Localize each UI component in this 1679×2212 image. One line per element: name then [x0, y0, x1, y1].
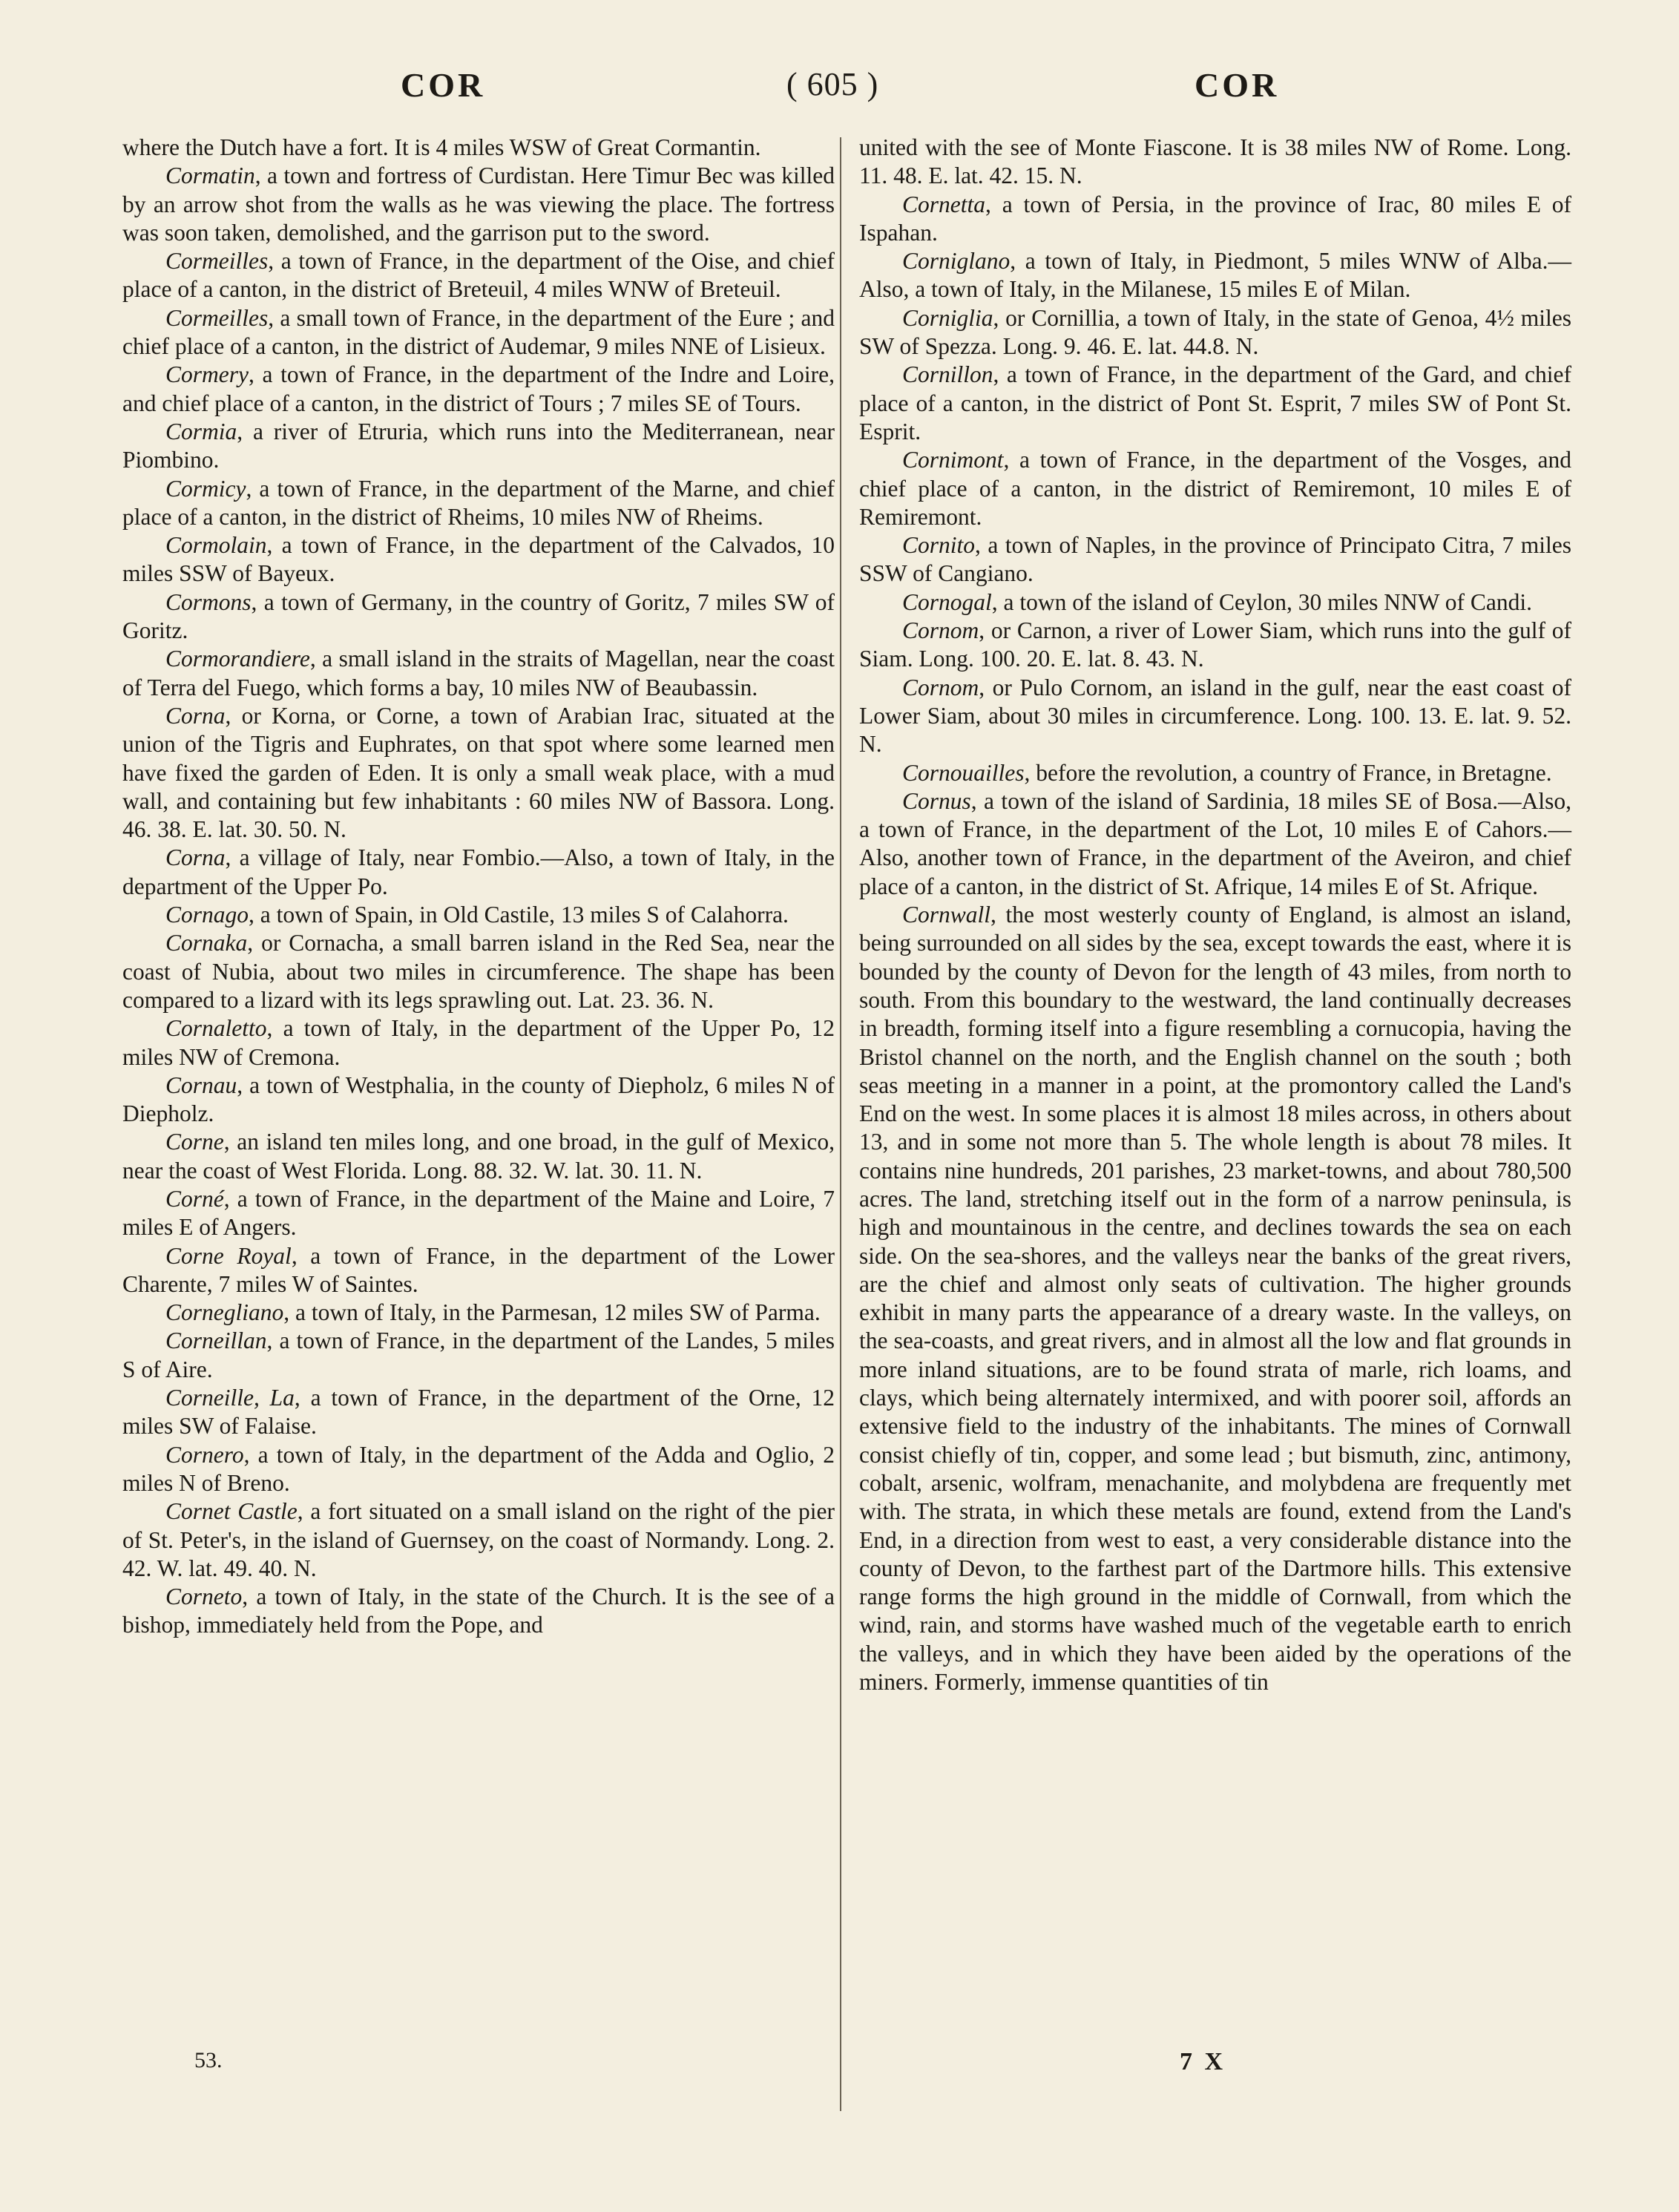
gazetteer-entry — [122, 1242, 835, 1299]
gazetteer-entry — [859, 759, 1571, 787]
running-head-left: COR — [401, 66, 486, 104]
entry-text: , a small town of France, in the department of the Eure ; and chief place of a canton, in the district of Audemar, 9 miles NNE of Lisieux. — [122, 304, 835, 360]
entry-headword: Cornillon — [902, 361, 993, 388]
entry-headword: Cormicy — [165, 475, 246, 502]
gazetteer-entry — [859, 588, 1571, 617]
entry-text: , a town of France, in the department of the Landes, 5 miles S of Aire. — [122, 1327, 835, 1382]
entry-text: , a town of Italy, in Piedmont, 5 miles WNW of Alba.—Also, a town of Italy, in the Milanese, 15 miles E of Milan. — [859, 248, 1571, 303]
gazetteer-entry — [122, 1583, 835, 1640]
entry-text: , a town of Italy, in the department of the Upper Po, 12 miles NW of Cremona. — [122, 1015, 835, 1070]
entry-text: , a town of France, in the department of the Oise, and chief place of a canton, in the district of Breteuil, 4 miles WNW of Breteuil. — [122, 248, 835, 303]
gazetteer-entry — [122, 134, 835, 162]
gazetteer-entry — [859, 446, 1571, 531]
gazetteer-entry — [859, 617, 1571, 674]
entry-headword: Cornogal — [902, 588, 992, 615]
entry-headword: Cornero — [165, 1441, 244, 1468]
entry-headword: Cormons — [165, 588, 252, 615]
gazetteer-entry — [122, 418, 835, 475]
entry-text: , before the revolution, a country of France, in Bretagne. — [1024, 759, 1552, 786]
entry-headword: Cornau — [165, 1071, 237, 1098]
gazetteer-entry — [859, 361, 1571, 446]
entry-headword: Corneille, La — [165, 1385, 295, 1411]
entry-headword: Corniglia — [902, 304, 993, 331]
gazetteer-entry — [859, 901, 1571, 1696]
entry-text: , a town of France, in the department of the Maine and Loire, 7 miles E of Angers. — [122, 1185, 835, 1241]
signature-mark: 53. — [194, 2048, 223, 2072]
entry-text: , or Cornillia, a town of Italy, in the state of Genoa, 4½ miles SW of Spezza. Long. 9. 46. E. lat. 44.8. N. — [859, 304, 1571, 360]
entry-text: , a town and fortress of Curdistan. Here Timur Bec was killed by an arrow shot from the walls as he was viewing the place. The fortress was soon taken, demolished, and the garrison put to the sword. — [122, 163, 835, 246]
entry-headword: Corneto — [165, 1583, 243, 1610]
entry-text: , a village of Italy, near Fombio.—Also, a town of Italy, in the department of the Upper Po. — [122, 844, 835, 899]
gazetteer-entry — [122, 1071, 835, 1129]
entry-text: , a town of Naples, in the province of Principato Citra, 7 miles SSW of Cangiano. — [859, 532, 1571, 587]
entry-text: , a town of Italy, in the Parmesan, 12 miles SW of Parma. — [283, 1299, 821, 1326]
gazetteer-entry — [122, 645, 835, 702]
entry-text: , a town of France, in the department of the Vosges, and chief place of a canton, in the district of Remiremont, 10 miles E of Remiremont. — [859, 447, 1571, 530]
entry-text: , or Korna, or Corne, a town of Arabian Irac, situated at the union of the Tigris and Euphrates, on that spot where some learned men have fixed the garden of Eden. It is only a small weak place, with a mud wall, and containing but few inhabitants : 60 miles NW of Bassora. Long. 46. 38. E. lat. 30. 50. N. — [122, 702, 835, 843]
entry-text: , or Carnon, a river of Lower Siam, which runs into the gulf of Siam. Long. 100. 20. E. lat. 8. 43. N. — [859, 617, 1571, 672]
entry-headword: Cornwall — [902, 902, 991, 928]
entry-text: , a town of the island of Sardinia, 18 miles SE of Bosa.—Also, a town of France, in the department of the Lot, 10 miles E of Cahors.—Also, another town of France, in the department of the Aveiron, and chief place of a canton, in the district of St. Afrique, 14 miles E of St. Afrique. — [859, 787, 1571, 899]
entry-text: , a town of the island of Ceylon, 30 miles NNW of Candi. — [991, 588, 1532, 615]
entry-headword: Cornet Castle — [165, 1498, 298, 1525]
entry-headword: Corniglano — [902, 248, 1011, 275]
entry-headword: Cornaletto — [165, 1015, 267, 1042]
entry-text: , a town of France, in the department of the Gard, and chief place of a canton, in the district of Pont St. Esprit, 7 miles SW of Pont St. Esprit. — [859, 361, 1571, 444]
entry-text: , a town of France, in the department of the Orne, 12 miles SW of Falaise. — [122, 1385, 835, 1440]
gazetteer-entry — [122, 247, 835, 304]
gazetteer-entry — [859, 304, 1571, 361]
entry-text: , an island ten miles long, and one broad, in the gulf of Mexico, near the coast of West Florida. Long. 88. 32. W. lat. 30. 11. N. — [122, 1129, 835, 1184]
entry-text: united with the see of Monte Fiascone. It is 38 miles NW of Rome. Long. 11. 48. E. lat. 42. 15. N. — [859, 134, 1571, 189]
entry-headword: Cornaka — [165, 930, 248, 956]
entry-text: , a town of Spain, in Old Castile, 13 miles S of Calahorra. — [249, 902, 789, 928]
entry-headword: Cormery — [165, 361, 249, 388]
entry-headword: Cormatin — [165, 163, 255, 189]
gazetteer-entry — [122, 1299, 835, 1327]
gazetteer-entry — [122, 1185, 835, 1242]
gazetteer-entry — [122, 1327, 835, 1384]
gazetteer-entry — [122, 901, 835, 929]
gazetteer-entry — [122, 304, 835, 361]
left-column — [122, 134, 835, 1640]
entry-text: , a river of Etruria, which runs into the Mediterranean, near Piombino. — [122, 418, 835, 473]
entry-text: , or Pulo Cornom, an island in the gulf, near the east coast of Lower Siam, about 30 miles in circumference. Long. 100. 13. E. lat. 9. 52. N. — [859, 674, 1571, 758]
entry-headword: Cormorandiere — [165, 646, 310, 672]
gazetteer-entry — [122, 162, 835, 247]
entry-headword: Cornegliano — [165, 1299, 284, 1326]
entry-text: , a town of Italy, in the department of the Adda and Oglio, 2 miles N of Breno. — [122, 1441, 835, 1496]
entry-headword: Cormeilles — [165, 304, 269, 331]
gazetteer-entry — [122, 531, 835, 588]
entry-text: , or Cornacha, a small barren island in the Red Sea, near the coast of Nubia, about two miles in circumference. The shape has been compared to a lizard with its legs sprawling out. Lat. 23. 36. N. — [122, 930, 835, 1013]
gazetteer-entry — [859, 247, 1571, 304]
gazetteer-entry — [122, 588, 835, 646]
entry-text: , a town of France, in the department of the Calvados, 10 miles SSW of Bayeux. — [122, 532, 835, 587]
page-number: ( 605 ) — [786, 66, 879, 102]
gazetteer-entry — [859, 191, 1571, 248]
running-head-right: COR — [1195, 66, 1280, 104]
entry-headword: Cormeilles — [165, 248, 269, 275]
entry-headword: Corna — [165, 702, 226, 729]
gazetteer-entry — [122, 1014, 835, 1071]
entry-text: where the Dutch have a fort. It is 4 miles WSW of Great Cormantin. — [122, 134, 761, 160]
entry-text: , a town of France, in the department of the Indre and Loire, and chief place of a canton, in the district of Tours ; 7 miles SE of Tours. — [122, 361, 835, 416]
gazetteer-entry — [122, 702, 835, 844]
entry-headword: Corna — [165, 844, 226, 871]
leaf-mark: 7 X — [1180, 2048, 1226, 2075]
entry-headword: Cornetta — [902, 191, 986, 217]
entry-headword: Cormolain — [165, 532, 267, 559]
gazetteer-entry — [122, 1384, 835, 1441]
gazetteer-entry — [859, 531, 1571, 588]
entry-text: , a small island in the straits of Magellan, near the coast of Terra del Fuego, which forms a bay, 10 miles NW of Beaubassin. — [122, 646, 835, 700]
right-column — [859, 134, 1571, 1696]
gazetteer-entry — [122, 844, 835, 901]
column-divider — [840, 137, 841, 2111]
entry-text: , a town of France, in the department of the Marne, and chief place of a canton, in the district of Rheims, 10 miles NW of Rheims. — [122, 475, 835, 530]
entry-text: , a town of Persia, in the province of Irac, 80 miles E of Ispahan. — [859, 191, 1571, 246]
entry-text: , a town of Westphalia, in the county of Diepholz, 6 miles N of Diepholz. — [122, 1071, 835, 1127]
entry-headword: Cornom — [902, 617, 979, 644]
entry-headword: Corne Royal — [165, 1242, 292, 1269]
entry-headword: Corné — [165, 1185, 224, 1212]
gazetteer-entry — [122, 361, 835, 418]
gazetteer-entry — [122, 1441, 835, 1498]
entry-headword: Cornouailles — [902, 759, 1025, 786]
entry-text: , a fort situated on a small island on the right of the pier of St. Peter's, in the island of Guernsey, on the coast of Normandy. Long. 2. 42. W. lat. 49. 40. N. — [122, 1498, 835, 1581]
entry-headword: Cornom — [902, 674, 979, 700]
entry-headword: Cornago — [165, 902, 249, 928]
gazetteer-entry — [122, 1497, 835, 1583]
gazetteer-entry — [122, 1128, 835, 1185]
entry-text: , a town of France, in the department of the Lower Charente, 7 miles W of Saintes. — [122, 1242, 835, 1297]
entry-headword: Cornito — [902, 532, 976, 559]
entry-headword: Corneillan — [165, 1327, 267, 1354]
gazetteer-entry — [859, 787, 1571, 901]
entry-headword: Cornus — [902, 787, 971, 814]
gazetteer-entry — [122, 475, 835, 532]
gazetteer-entry — [859, 674, 1571, 759]
entry-headword: Cornimont — [902, 447, 1004, 473]
entry-headword: Corne — [165, 1129, 224, 1155]
entry-text: , a town of Italy, in the state of the Church. It is the see of a bishop, immediately held from the Pope, and — [122, 1583, 835, 1638]
entry-text: , the most westerly county of England, is almost an island, being surrounded on all sides by the sea, except towards the east, where it is bounded by the county of Devon for the length of 43 miles, from north to south. From this boundary to the westward, the land continually decreases in breadth, forming itself into a figure resembling a cornucopia, having the Bristol channel on the north, and the English channel on the south ; both seas meeting in a manner in a point, at the promontory called the Land's End on the west. In some places it is almost 18 miles across, in others about 13, and in some not more than 5. The whole length is about 78 miles. It contains nine hundreds, 201 parishes, 23 market-towns, and about 780,500 acres. The land, stretching itself out in the form of a narrow peninsula, is high and mountainous in the centre, and declines towards the sea on each side. On the sea-shores, and the valleys near the banks of the great rivers, are the chief and almost only seats of cultivation. The higher grounds exhibit in many parts the appearance of a dreary waste. In the valleys, on the sea-coasts, and great rivers, and in almost all the low and flat grounds in more inland situations, are to be found strata of marle, rich loams, and clays, which being alternately intermixed, and with poorer soil, affords an extensive field to the industry of the inhabitants. The mines of Cornwall consist chiefly of tin, copper, and some lead ; but bismuth, zinc, antimony, cobalt, arsenic, wolfram, menachanite, and molybdena are frequently met with. The strata, in which these metals are found, extend from the Land's End, in a direction from west to east, a very considerable distance into the county of Devon, to the farthest part of the Dartmore hills. This extensive range forms the high ground in the middle of Cornwall, from which the wind, rain, and storms have washed much of the vegetable earth to enrich the valleys, and in which they have been aided by the operations of the miners. Formerly, immense quantities of tin — [859, 902, 1571, 1696]
entry-headword: Cormia — [165, 418, 237, 444]
gazetteer-entry — [122, 929, 835, 1014]
entry-text: , a town of Germany, in the country of Goritz, 7 miles SW of Goritz. — [122, 588, 835, 644]
gazetteer-entry — [859, 134, 1571, 191]
